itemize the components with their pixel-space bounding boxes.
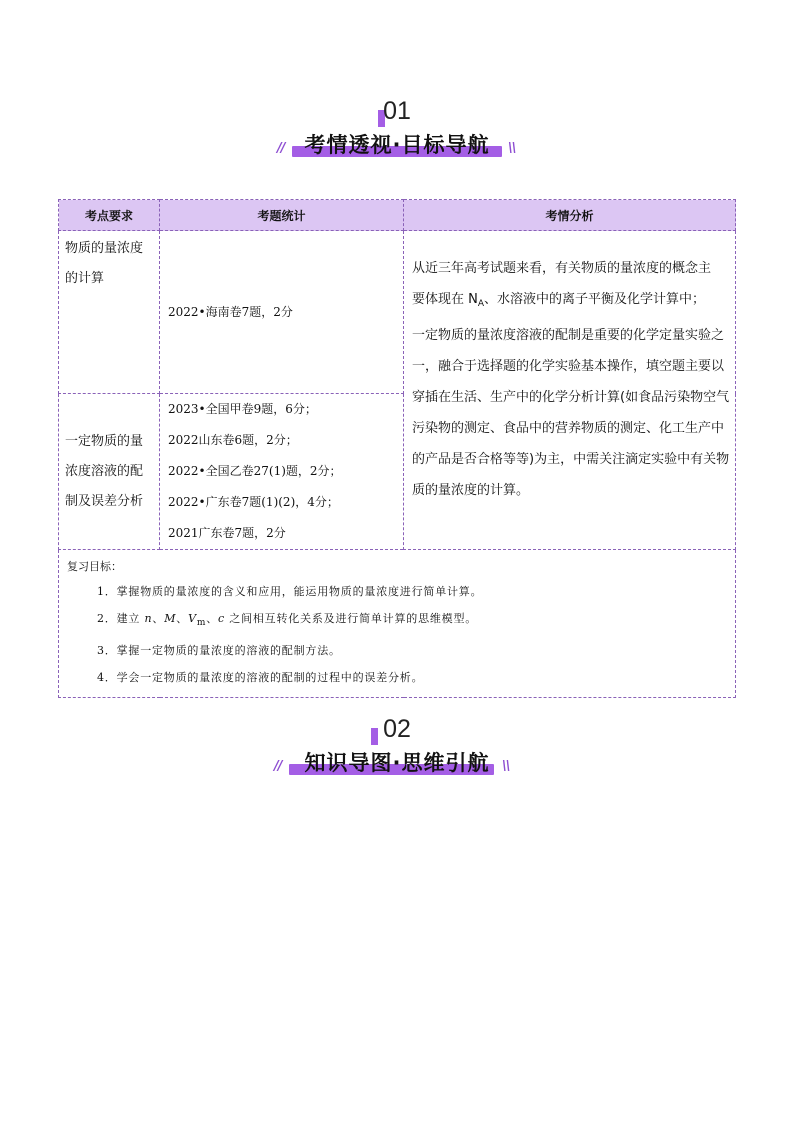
table-row xyxy=(59,231,736,394)
topic-text: 物质的量浓度的计算 xyxy=(65,241,144,286)
var-m: M xyxy=(164,612,177,625)
section-title: 考情透视·目标导航 xyxy=(304,133,490,157)
subscript: A xyxy=(477,299,485,309)
stat-line: 2023•全国甲卷9题，6分； xyxy=(168,402,317,416)
right-slash-decoration: \\ xyxy=(502,759,510,774)
stats-cell xyxy=(160,231,404,394)
stat-line: 2021广东卷7题，2分 xyxy=(168,526,286,540)
exam-analysis-table xyxy=(58,199,736,698)
left-slash-decoration: // xyxy=(274,759,282,774)
goal-item: 4．学会一定物质的量浓度的溶液的配制的过程中的误差分析。 xyxy=(97,671,424,684)
goal-text: 、 xyxy=(152,612,165,625)
goal-text: 之间相互转化关系及进行简单计算的思维模型。 xyxy=(229,612,478,625)
stats-cell xyxy=(160,394,404,550)
analysis-text: 要体现在 N xyxy=(412,292,478,307)
goals-row xyxy=(59,550,736,698)
goal-item: 3．掌握一定物质的量浓度的溶液的配制方法。 xyxy=(97,644,341,657)
goal-text: 、 xyxy=(206,612,218,625)
header-topic: 考点要求 xyxy=(59,200,160,231)
header-stats: 考题统计 xyxy=(160,200,404,231)
var-c: c xyxy=(218,612,225,625)
analysis-text: 、水溶液中的离子平衡及化学计算中； xyxy=(484,292,706,307)
goal-item: 1．掌握物质的量浓度的含义和应用，能运用物质的量浓度进行简单计算。 xyxy=(97,585,483,598)
left-slash-decoration: // xyxy=(277,141,285,156)
analysis-rest: 一定物质的量浓度溶液的配制是重要的化学定量实验之一，融合于选择题的化学实验基本操作，填空题主要以穿插在生活、生产中的化学分析计算(如食品污染物空气污染物的测定、食品中的营养物质的测定、化工生产中的产品是否合格等等)为主，中需关注滴定实验中有关物质的量浓度的计算。 xyxy=(412,328,730,498)
analysis-line-1: 从近三年高考试题来看，有关物质的量浓度的概念主 xyxy=(412,261,712,276)
goals-title: 复习目标： xyxy=(67,560,122,573)
stat-line: 2022•海南卷7题，2分 xyxy=(168,304,293,319)
goal-text: 2．建立 xyxy=(97,612,141,625)
var-n: n xyxy=(144,612,153,625)
topic-cell xyxy=(59,231,160,394)
section-title: 知识导图·思维引航 xyxy=(304,751,490,775)
var-v: V xyxy=(188,612,197,625)
table-header-row xyxy=(59,200,736,231)
stat-line: 2022•全国乙卷27(1)题，2分； xyxy=(168,464,342,478)
section-header-2 xyxy=(0,714,794,784)
review-goals-cell xyxy=(59,550,736,698)
section-number: 01 xyxy=(383,97,411,125)
subscript: m xyxy=(196,618,207,628)
stat-line: 2022•广东卷7题(1)(2)，4分； xyxy=(168,495,339,509)
analysis-cell xyxy=(404,231,736,550)
topic-cell xyxy=(59,394,160,550)
analysis-line-2 xyxy=(412,284,731,320)
stat-line: 2022山东卷6题，2分； xyxy=(168,433,298,447)
header-analysis: 考情分析 xyxy=(404,200,736,231)
goal-text: 、 xyxy=(176,612,189,625)
goal-item xyxy=(67,605,727,637)
topic-text: 一定物质的量浓度溶液的配制及误差分析 xyxy=(65,433,144,509)
section-header-1 xyxy=(0,96,794,166)
section-number: 02 xyxy=(383,715,411,743)
right-slash-decoration: \\ xyxy=(508,141,516,156)
